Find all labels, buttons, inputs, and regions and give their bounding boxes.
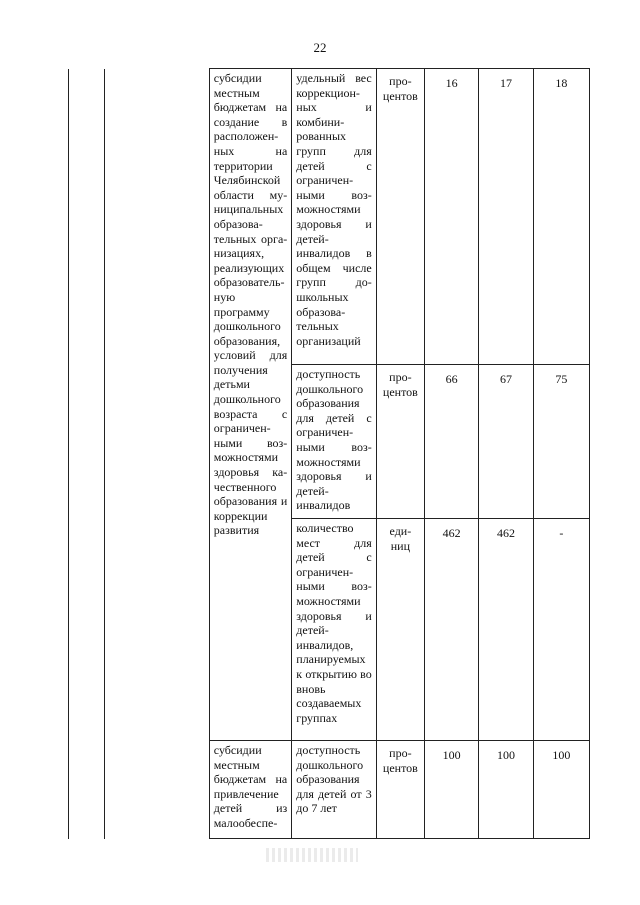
scan-artifact [266,848,358,862]
unit-cell: еди- ниц [376,519,424,741]
measure-cell: субсидии местным бюджетам на создание в расположен- ных на территории Челябинской области му- ниципальных образова- тельных орга- низациях, реализующих образователь- ную программу дошкольного образования, условий для получения детьми дошкольного возраста с ограничен- ными воз- можностями здоровья ка- чественного образования и коррекции развития [209,69,291,741]
unit-cell: про- центов [376,741,424,839]
table-row [69,741,590,839]
empty-cell [105,741,210,839]
value-cell: 18 [533,69,589,365]
value-cell: 100 [479,741,533,839]
value-cell: 16 [425,69,479,365]
value-cell: 462 [479,519,533,741]
value-cell: 100 [533,741,589,839]
indicator-name-cell: удельный вес коррекцион- ных и комбини- рованных групп для детей с ограничен- ными воз- можностями здоровья и детей- инвалидов в общем числе групп до- школьных образова- тельных организаций [292,69,376,365]
value-cell: 66 [425,365,479,519]
table-row [69,69,590,365]
unit-cell: про- центов [376,365,424,519]
value-cell: 75 [533,365,589,519]
indicator-name-cell: доступность дошкольного образования для детей с ограничен- ными воз- можностями здоровья и детей- инвалидов [292,365,376,519]
empty-cell [105,69,210,741]
page-number: 22 [313,40,327,55]
value-cell: 67 [479,365,533,519]
indicator-name-cell: доступность дошкольного образования для детей от 3 до 7 лет [292,741,376,839]
measure-cell: субсидии местным бюджетам на привлечение детей из малообеспе- [209,741,291,839]
value-cell: - [533,519,589,741]
program-indicators-table [68,68,590,839]
value-cell: 100 [425,741,479,839]
indicator-name-cell: количество мест для детей с ограничен- ными воз- можностями здоровья и детей- инвалидов, планируемых к открытию во вновь создаваемых группах [292,519,376,741]
unit-cell: про- центов [376,69,424,365]
empty-cell [69,741,105,839]
empty-cell [69,69,105,741]
value-cell: 462 [425,519,479,741]
value-cell: 17 [479,69,533,365]
